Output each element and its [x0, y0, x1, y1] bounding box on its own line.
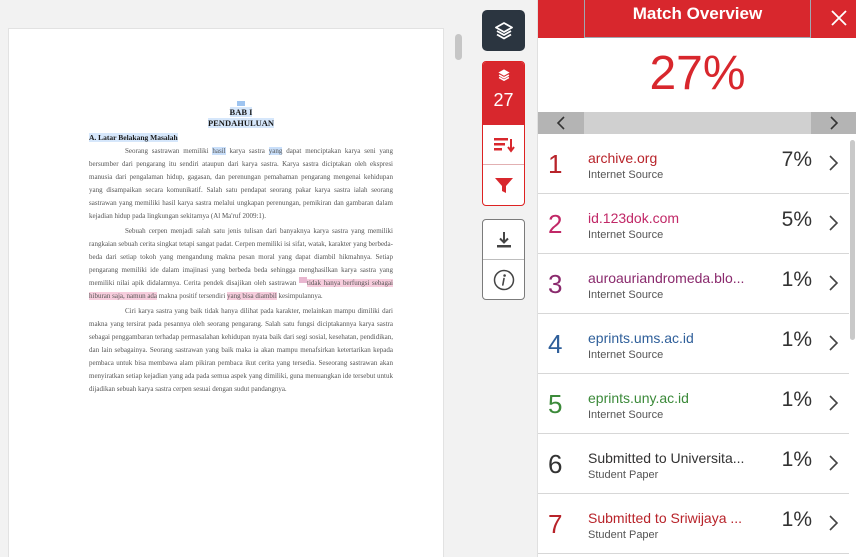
- source-list: [538, 134, 849, 557]
- source-name: auroauriandromeda.blo...: [588, 270, 745, 286]
- source-rank: 7: [548, 509, 563, 539]
- match-tools-group: [482, 61, 525, 206]
- close-icon: [830, 9, 848, 27]
- source-type: Student Paper: [588, 529, 659, 541]
- source-row[interactable]: [538, 374, 849, 434]
- match-highlight[interactable]: tidak hanya berfungsi sebagai hiburan saja, namun ada: [89, 279, 393, 300]
- chevron-right-icon: [826, 214, 840, 232]
- paragraph-1: Seorang sastrawan memiliki hasil karya sastra yang dapat menciptakan karya seni yang bersumber dari pengarang itu sendiri ataupun dari karya sastra. Karya sastra diciptakan oleh ekspresi manusia dari pengalaman hidup, gagasan, dan perenungan pemahaman pengarang mengenai kehidupan yang disampaikan secara komunikatif. Salah satu pendapat seorang pakar karya sastra ialah seorang sastrawan yang memiliki hasil karya sastra melalui ungkapan perenungan, pemikiran dan gambaran dalam kejadian hidup pada lingkungan sekitarnya (Al Ma'ruf 2009:1).: [89, 147, 393, 220]
- source-percent: 1%: [781, 388, 812, 411]
- chapter-heading: BAB I: [229, 107, 253, 117]
- source-rank: 2: [548, 209, 563, 239]
- match-highlight[interactable]: yang bisa diambil: [227, 292, 277, 300]
- match-count: 27: [493, 90, 514, 110]
- chevron-right-icon: [829, 116, 839, 130]
- viewer-scrollbar[interactable]: [455, 34, 462, 60]
- info-button[interactable]: [483, 260, 524, 299]
- side-toolbar: [472, 0, 536, 557]
- close-button[interactable]: [825, 4, 853, 32]
- source-percent: 1%: [781, 268, 812, 291]
- section-heading: A. Latar Belakang Masalah: [89, 133, 178, 142]
- document-page: [8, 28, 444, 557]
- download-button[interactable]: [483, 220, 524, 260]
- source-type: Internet Source: [588, 409, 664, 421]
- download-icon: [495, 231, 513, 249]
- source-row[interactable]: [538, 434, 849, 494]
- source-percent: 1%: [781, 328, 812, 351]
- filter-icon: [494, 177, 514, 195]
- layers-icon: [494, 21, 514, 41]
- match-marker[interactable]: [299, 277, 307, 283]
- match-overview-panel: [537, 0, 856, 557]
- source-name: id.123dok.com: [588, 210, 680, 226]
- source-name: eprints.ums.ac.id: [588, 330, 694, 346]
- filter-button[interactable]: [483, 165, 524, 206]
- source-name: archive.org: [588, 150, 658, 166]
- source-row[interactable]: [538, 254, 849, 314]
- panel-header: [538, 0, 856, 38]
- source-rank: 4: [548, 329, 563, 359]
- document-tools-group: [482, 219, 525, 300]
- source-rank: 6: [548, 449, 563, 479]
- chevron-right-icon: [826, 454, 840, 472]
- source-percent: 5%: [781, 208, 812, 231]
- chapter-title: PENDAHULUAN: [207, 118, 275, 128]
- sort-icon: [493, 135, 515, 155]
- source-type: Internet Source: [588, 229, 664, 241]
- source-percent: 7%: [781, 148, 812, 171]
- source-type: Internet Source: [588, 349, 664, 361]
- source-name: eprints.uny.ac.id: [588, 390, 689, 406]
- source-type: Internet Source: [588, 169, 664, 181]
- source-type: Internet Source: [588, 289, 664, 301]
- source-type: Student Paper: [588, 469, 659, 481]
- source-rank: 1: [548, 149, 563, 179]
- source-row[interactable]: [538, 494, 849, 554]
- next-source-button[interactable]: [811, 112, 856, 134]
- chevron-left-icon: [556, 116, 566, 130]
- match-highlight[interactable]: yang: [268, 147, 283, 155]
- chevron-right-icon: [826, 394, 840, 412]
- paragraph-2: Sebuah cerpen menjadi salah satu jenis tulisan dari banyaknya karya sastra yang memiliki rangkaian sebuah cerita singkat tetapi sangat padat. Cerpen memiliki isi sifat, watak, karakter yang berbeda-beda dari setiap tokoh yang mengandung makna pesan moral yang dapat diambil hikmahnya. Setiap pengarang memiliki ide dalam imajinasi yang berbeda beda sehingga menghasilkan karya sastra yang memiliki nilai apik didalamnya. Cerita pendek disajikan oleh sastrawan tidak hanya berfungsi sebagai hiburan saja, namun ada makna positif tersendiri yang bisa diambil kesimpulannya.: [89, 227, 393, 300]
- chevron-right-icon: [826, 274, 840, 292]
- overall-similarity: 27%: [649, 47, 746, 100]
- info-icon: [493, 269, 515, 291]
- panel-scrollbar[interactable]: [850, 140, 855, 340]
- layers-button[interactable]: [482, 10, 525, 51]
- match-overview-button[interactable]: [483, 62, 524, 125]
- source-nav-bar: [538, 112, 856, 134]
- source-name: Submitted to Universita...: [588, 450, 745, 466]
- source-rank: 5: [548, 389, 563, 419]
- source-percent: 1%: [781, 448, 812, 471]
- paragraph-3: Ciri karya sastra yang baik tidak hanya dilihat pada karakter, melainkan mampu dimiliki dari makna yang tersirat pada pesannya oleh seorang pengarang. Salah satu fungsi diciptakannya karya sastra sebagai penggambaran terhadap permasalahan kehidupan nyata baik dari segi sosial, kesehatan, pendidikan, dan lain sebagainya. Seorang sastrawan yang baik maka ia akan mampu menafsirkan ketertarikan kepada pembaca untuk bisa membawa alam pikiran pembaca ikut cerita yang tersedia. Seseorang sastrawan akan menyiratkan setiap kejadian yang ada pada semua aspek yang dimiliki, guna menuangkan ide tersebut untuk dijadikan sebuah karya sastra cerpen sesuai dengan sudut pandangnya.: [89, 307, 393, 393]
- source-percent: 1%: [781, 508, 812, 531]
- chevron-right-icon: [826, 514, 840, 532]
- chevron-right-icon: [826, 154, 840, 172]
- panel-title: Match Overview: [584, 0, 811, 38]
- page-content: [89, 101, 393, 396]
- source-row[interactable]: [538, 134, 849, 194]
- page-marker: [237, 101, 245, 106]
- source-row[interactable]: [538, 194, 849, 254]
- sort-button[interactable]: [483, 125, 524, 165]
- layers-icon: [497, 68, 511, 82]
- source-rank: 3: [548, 269, 563, 299]
- source-row[interactable]: [538, 314, 849, 374]
- source-name: Submitted to Sriwijaya ...: [588, 510, 743, 526]
- chevron-right-icon: [826, 334, 840, 352]
- match-highlight[interactable]: hasil: [212, 147, 226, 155]
- prev-source-button[interactable]: [538, 112, 584, 134]
